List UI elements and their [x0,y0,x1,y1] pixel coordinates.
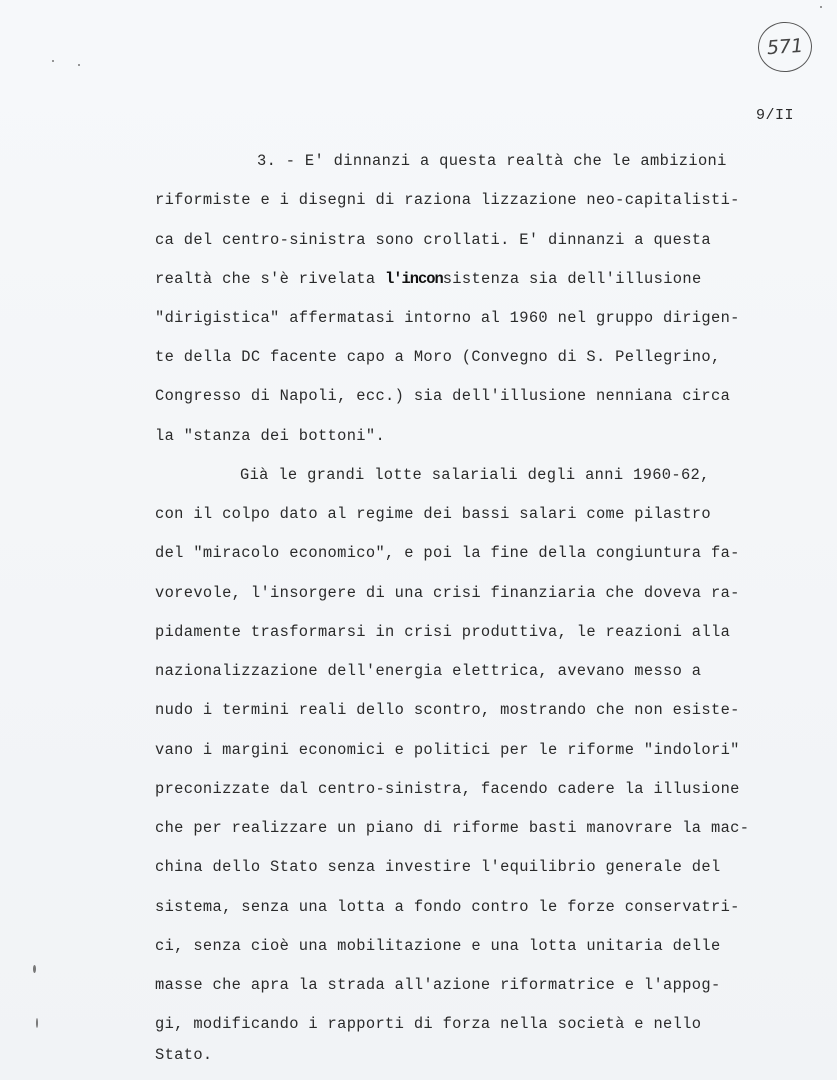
text-line: china dello Stato senza investire l'equilibrio generale del [155,858,721,876]
archive-stamp-number: 571 [766,34,804,60]
text-line: la "stanza dei bottoni". [155,427,386,445]
text-line: Già le grandi lotte salariali degli anni 1960-62, [240,466,710,484]
paper-speck [78,64,80,66]
text-line: preconizzate dal centro-sinistra, facendo cadere la illusione [155,780,740,798]
text-line: con il colpo dato al regime dei bassi salari come pilastro [155,505,711,523]
text-line: ca del centro-sinistra sono crollati. E' dinnanzi a questa [155,231,711,249]
text-line: del "miracolo economico", e poi la fine della congiuntura fa- [155,544,740,562]
page-number: 9/II [755,107,794,124]
paper-speck [820,6,822,8]
overstruck-correction: l'incon [385,270,443,288]
paper-speck [36,1018,38,1028]
text-line: Stato. [155,1046,213,1064]
text-line: riformiste e i disegni di raziona lizzazione neo-capitalisti- [155,191,740,209]
text-line: pidamente trasformarsi in crisi produttiva, le reazioni alla [155,623,731,641]
text-line [155,269,702,289]
text-line: te della DC facente capo a Moro (Convegno di S. Pellegrino, [155,348,721,366]
text-line: Congresso di Napoli, ecc.) sia dell'illusione nenniana circa [155,387,731,405]
text-line: ci, senza cioè una mobilitazione e una lotta unitaria delle [155,937,721,955]
text-fragment: realtà che s'è rivelata [155,270,386,288]
text-line: sistema, senza una lotta a fondo contro le forze conservatri- [155,898,740,916]
text-line: vorevole, l'insorgere di una crisi finanziaria che doveva ra- [155,584,740,602]
text-line: che per realizzare un piano di riforme basti manovrare la mac- [155,819,750,837]
paper-speck [33,965,36,973]
text-line: "dirigistica" affermatasi intorno al 1960 nel gruppo dirigen- [155,309,740,327]
text-line: nazionalizzazione dell'energia elettrica, avevano messo a [155,662,702,680]
text-line: nudo i termini reali dello scontro, mostrando che non esiste- [155,701,740,719]
paper-speck [52,60,54,62]
text-fragment: sistenza sia dell'illusione [442,270,702,288]
text-line: vano i margini economici e politici per le riforme "indolori" [155,741,740,759]
archive-stamp [756,20,813,74]
text-line: gi, modificando i rapporti di forza nella società e nello [155,1015,702,1033]
text-line: 3. - E' dinnanzi a questa realtà che le ambizioni [257,152,727,170]
text-line: masse che apra la strada all'azione riformatrice e l'appog- [155,976,721,994]
